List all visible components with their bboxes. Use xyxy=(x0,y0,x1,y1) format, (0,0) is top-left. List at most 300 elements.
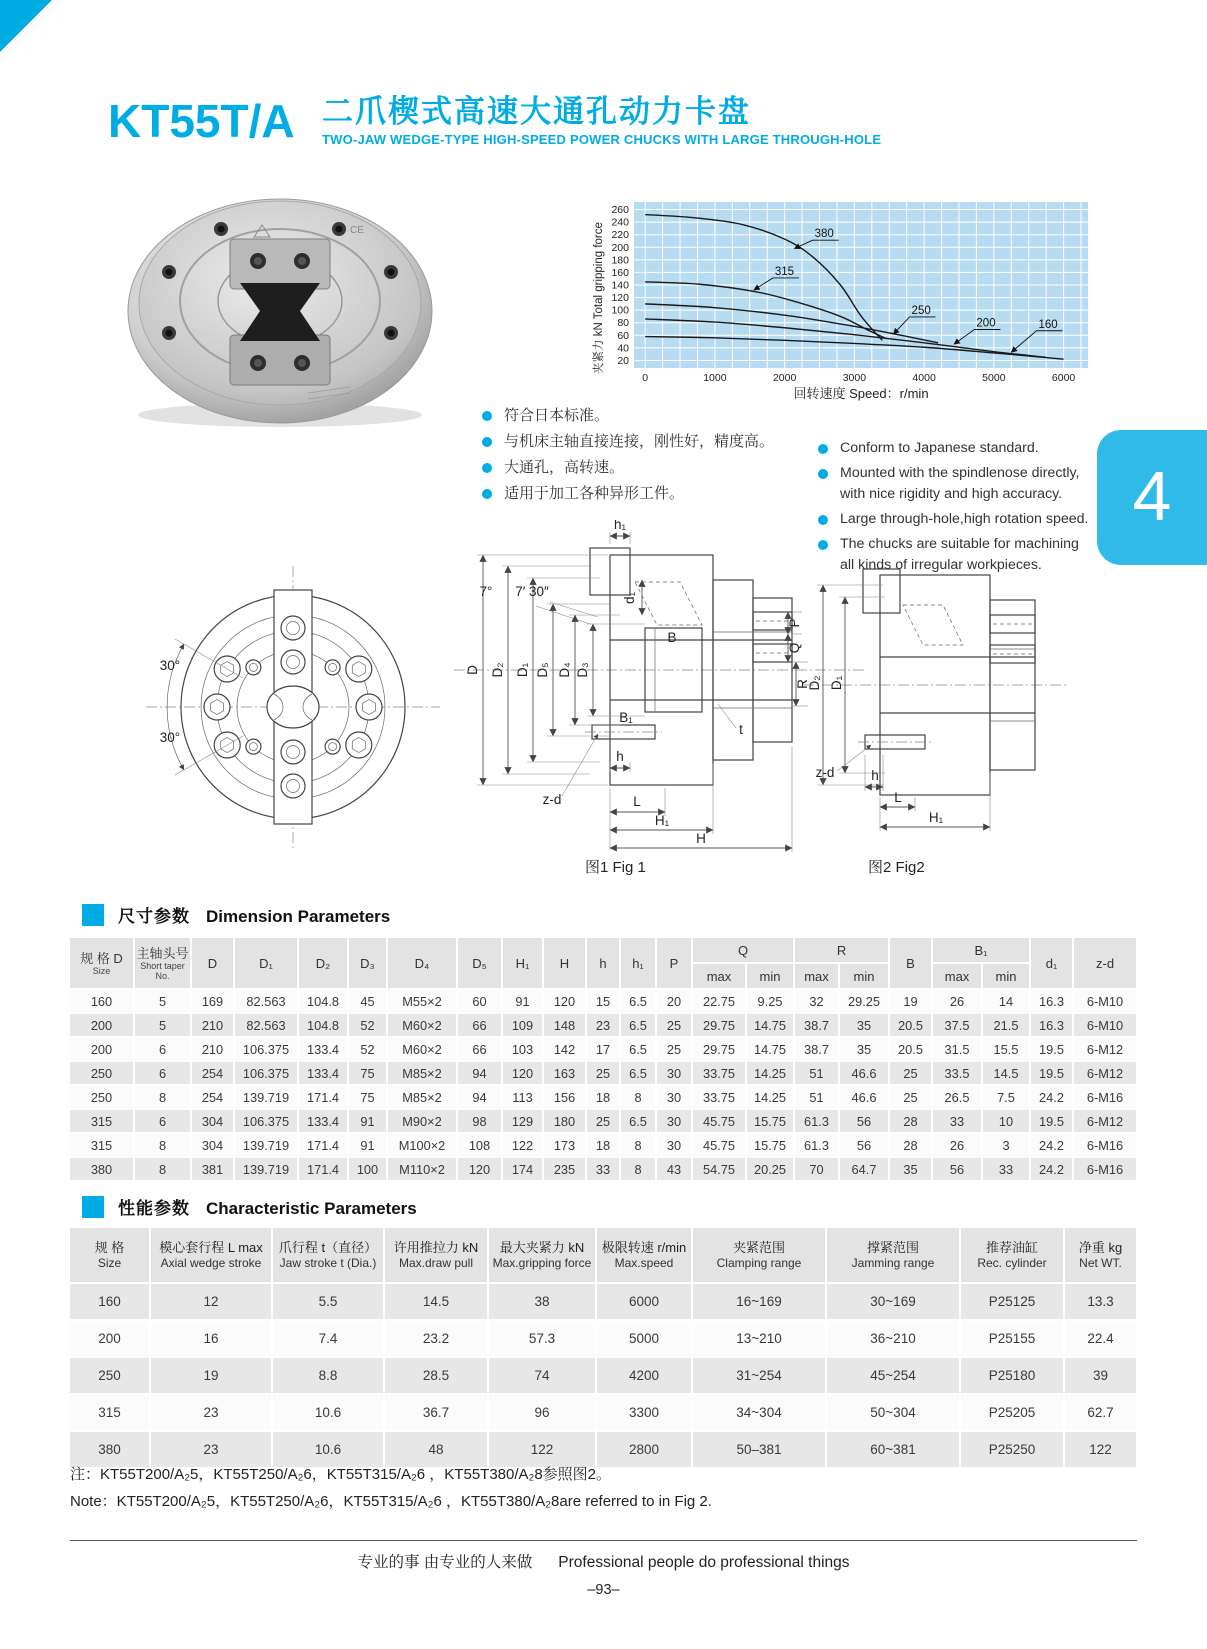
chapter-tab[interactable]: 4 xyxy=(1097,430,1207,565)
cell: 28.5 xyxy=(384,1357,488,1394)
cell: M85×2 xyxy=(387,1061,457,1085)
cell: 6.5 xyxy=(620,1061,656,1085)
dimension-label-B: B xyxy=(667,630,677,645)
header-cell: max xyxy=(794,963,839,989)
cell: M60×2 xyxy=(387,1013,457,1037)
cell: 6-M12 xyxy=(1073,1061,1137,1085)
series-label-250: 250 xyxy=(911,304,931,317)
cell: 22.75 xyxy=(692,989,746,1013)
svg-text:3000: 3000 xyxy=(842,372,867,384)
product-title-en: TWO-JAW WEDGE-TYPE HIGH-SPEED POWER CHUCKS WITH LARGE THROUGH-HOLE xyxy=(322,132,882,147)
cell: 380 xyxy=(70,1157,134,1181)
bullet-icon xyxy=(818,469,828,479)
svg-text:2000: 2000 xyxy=(772,372,797,384)
dimension-parameters-table xyxy=(70,938,1138,1182)
cell: 380 xyxy=(70,1431,150,1468)
header-cell: 规 格 D Size xyxy=(70,938,134,989)
section-title-cn: 尺寸参数 xyxy=(118,907,190,926)
svg-text:5000: 5000 xyxy=(982,372,1006,384)
dimension-label-h₁: h₁ xyxy=(613,520,627,532)
header-cell: B₁ xyxy=(932,938,1030,963)
cell: 250 xyxy=(70,1061,134,1085)
header-cell: D xyxy=(191,938,234,989)
header-cell: D₁ xyxy=(234,938,298,989)
cell: 120 xyxy=(457,1157,502,1181)
cell: 15.5 xyxy=(982,1037,1030,1061)
header-cell: 主轴头号 Short taper No. xyxy=(134,938,191,989)
cell: 20.25 xyxy=(746,1157,794,1181)
header-cell: D₃ xyxy=(348,938,387,989)
dimension-label-P: P xyxy=(787,618,802,628)
cell: P25125 xyxy=(960,1283,1064,1320)
cell: 14.75 xyxy=(746,1037,794,1061)
section-header-dimensions xyxy=(82,902,390,927)
cell: 30 xyxy=(656,1061,692,1085)
cell: 30 xyxy=(656,1109,692,1133)
cell: 32 xyxy=(794,989,839,1013)
cell: 24.2 xyxy=(1030,1085,1073,1109)
cell: 16.3 xyxy=(1030,989,1073,1013)
cell: 235 xyxy=(543,1157,586,1181)
cell: 22.4 xyxy=(1064,1320,1137,1357)
cell: 7.5 xyxy=(982,1085,1030,1109)
cell: 62.7 xyxy=(1064,1394,1137,1431)
cell: 6-M10 xyxy=(1073,989,1137,1013)
cell: M85×2 xyxy=(387,1085,457,1109)
dimension-label-d₁: d₁ xyxy=(622,591,637,605)
dimension-label-h: h xyxy=(871,768,879,783)
table-row xyxy=(70,1357,1137,1394)
cell: M60×2 xyxy=(387,1037,457,1061)
table-row xyxy=(70,989,1137,1013)
cell: 13.3 xyxy=(1064,1283,1137,1320)
cell: 304 xyxy=(191,1109,234,1133)
cell: 3 xyxy=(982,1133,1030,1157)
cell: 98 xyxy=(457,1109,502,1133)
feature-text: 与机床主轴直接连接，刚性好，精度高。 xyxy=(504,433,775,450)
cell: 96 xyxy=(488,1394,596,1431)
header-cell: 撑紧范围 Jamming range xyxy=(826,1228,960,1283)
header-cell: max xyxy=(932,963,982,989)
feature-text: Conform to Japanese standard. xyxy=(840,440,1039,456)
cell: 61.3 xyxy=(794,1133,839,1157)
cell: 139.719 xyxy=(234,1085,298,1109)
header-cell: P xyxy=(656,938,692,989)
cell: 23 xyxy=(150,1431,272,1468)
dimension-label-L: L xyxy=(894,790,902,805)
cell: 33.75 xyxy=(692,1085,746,1109)
cell: 25 xyxy=(656,1037,692,1061)
cell: 18 xyxy=(586,1133,620,1157)
cell: 139.719 xyxy=(234,1157,298,1181)
cell: 6 xyxy=(134,1037,191,1061)
cell: 6-M10 xyxy=(1073,1013,1137,1037)
cell: P25250 xyxy=(960,1431,1064,1468)
cell: 50~304 xyxy=(826,1394,960,1431)
cell: 6-M12 xyxy=(1073,1109,1137,1133)
cell: 133.4 xyxy=(298,1061,348,1085)
table-row xyxy=(70,1037,1137,1061)
cell: 5 xyxy=(134,989,191,1013)
svg-text:60: 60 xyxy=(617,329,629,342)
svg-text:0: 0 xyxy=(642,372,649,384)
dimension-label-z-d: z-d xyxy=(815,765,835,780)
cell: 38.7 xyxy=(794,1037,839,1061)
svg-text:100: 100 xyxy=(611,304,629,317)
header-cell: max xyxy=(692,963,746,989)
header-cell: d₁ xyxy=(1030,938,1073,989)
cell: 9.25 xyxy=(746,989,794,1013)
cell: 6.5 xyxy=(620,1109,656,1133)
header-cell: min xyxy=(839,963,889,989)
series-label-200: 200 xyxy=(976,317,996,330)
cell: 160 xyxy=(70,989,134,1013)
footer-slogan-cn: 专业的事 由专业的人来做 xyxy=(357,1554,533,1571)
cell: 139.719 xyxy=(234,1133,298,1157)
footer-slogan xyxy=(0,1550,1207,1572)
dimension-label-z-d: z-d xyxy=(542,792,562,807)
feature-item xyxy=(818,438,1094,459)
cell: 15.75 xyxy=(746,1109,794,1133)
cell: 8 xyxy=(620,1085,656,1109)
cell: 19 xyxy=(889,989,932,1013)
cell: 14.5 xyxy=(384,1283,488,1320)
cell: 21.5 xyxy=(982,1013,1030,1037)
cell: 10.6 xyxy=(272,1394,384,1431)
cell: 33 xyxy=(932,1109,982,1133)
bullet-icon xyxy=(818,444,828,454)
cell: 163 xyxy=(543,1061,586,1085)
cell: 66 xyxy=(457,1037,502,1061)
cell: 25 xyxy=(586,1109,620,1133)
cell: 56 xyxy=(839,1133,889,1157)
ce-mark: CE xyxy=(350,225,364,236)
dimension-label-h: h xyxy=(616,749,624,764)
cell: 45.75 xyxy=(692,1133,746,1157)
characteristic-parameters-table xyxy=(70,1228,1138,1469)
fig1-caption: 图1 Fig 1 xyxy=(585,859,646,876)
cell: 25 xyxy=(889,1085,932,1109)
dimension-label-7°: 7° xyxy=(479,584,493,599)
header-cell: 净重 kg Net WT. xyxy=(1064,1228,1137,1283)
cell: P25155 xyxy=(960,1320,1064,1357)
cell: 43 xyxy=(656,1157,692,1181)
feature-text: Mounted with the spindlenose directly, with nice rigidity and high accuracy. xyxy=(840,465,1080,502)
cell: 104.8 xyxy=(298,989,348,1013)
cell: 173 xyxy=(543,1133,586,1157)
cell: 4200 xyxy=(596,1357,692,1394)
section-header-characteristics xyxy=(82,1194,417,1219)
cell: M90×2 xyxy=(387,1109,457,1133)
svg-text:20: 20 xyxy=(617,354,629,367)
cell: 94 xyxy=(457,1085,502,1109)
cell: 33 xyxy=(586,1157,620,1181)
cell: 106.375 xyxy=(234,1037,298,1061)
dimension-label-7′ 30″: 7′ 30″ xyxy=(515,584,549,599)
cell: 5000 xyxy=(596,1320,692,1357)
dimension-label-D₄: D₄ xyxy=(557,662,572,678)
cell: 25 xyxy=(656,1013,692,1037)
svg-text:1000: 1000 xyxy=(703,372,727,384)
svg-text:160: 160 xyxy=(611,266,629,279)
dimension-label-D₅: D₅ xyxy=(535,662,550,678)
cell: 6 xyxy=(134,1061,191,1085)
page-number: –93– xyxy=(587,1582,620,1598)
bullet-icon xyxy=(482,489,492,499)
header-cell: 规 格 Size xyxy=(70,1228,150,1283)
cell: 174 xyxy=(502,1157,543,1181)
cell: 250 xyxy=(70,1085,134,1109)
cell: 106.375 xyxy=(234,1109,298,1133)
cell: 91 xyxy=(348,1109,387,1133)
cell: 10.6 xyxy=(272,1431,384,1468)
header-cell: h xyxy=(586,938,620,989)
header-cell: 许用推拉力 kN Max.draw pull xyxy=(384,1228,488,1283)
cell: 29.75 xyxy=(692,1037,746,1061)
cell: 30 xyxy=(656,1133,692,1157)
cell: 120 xyxy=(543,989,586,1013)
cell: 100 xyxy=(348,1157,387,1181)
svg-text:80: 80 xyxy=(617,317,629,330)
cell: 6000 xyxy=(596,1283,692,1320)
cell: 36.7 xyxy=(384,1394,488,1431)
cell: 381 xyxy=(191,1157,234,1181)
section-title-en: Characteristic Parameters xyxy=(206,1199,417,1218)
dimension-label-H₁: H₁ xyxy=(928,810,944,825)
dimension-label-D₁: D₁ xyxy=(829,675,844,691)
footer-slogan-en: Professional people do professional things xyxy=(558,1554,850,1571)
cell: 8 xyxy=(134,1133,191,1157)
features-list-cn xyxy=(482,405,812,509)
series-label-380: 380 xyxy=(814,228,834,241)
cell: 20.5 xyxy=(889,1013,932,1037)
feature-item xyxy=(818,463,1094,505)
front-view-drawing xyxy=(118,532,468,882)
cell: 25 xyxy=(889,1061,932,1085)
cell: 148 xyxy=(543,1013,586,1037)
dimension-label-L: L xyxy=(633,794,641,809)
table-row xyxy=(70,1394,1137,1431)
header-cell: 最大夹紧力 kN Max.gripping force xyxy=(488,1228,596,1283)
cell: 19 xyxy=(150,1357,272,1394)
cell: 6-M16 xyxy=(1073,1085,1137,1109)
cell: 54.75 xyxy=(692,1157,746,1181)
cell: 8 xyxy=(134,1085,191,1109)
cell: 37.5 xyxy=(932,1013,982,1037)
cell: 8 xyxy=(620,1157,656,1181)
dimension-label-t: t xyxy=(739,722,743,737)
y-axis-label: 夹紧力 kN Total gripping force xyxy=(593,222,605,374)
dimension-label-D: D xyxy=(465,665,480,675)
cell: 18 xyxy=(586,1085,620,1109)
cell: 6.5 xyxy=(620,1013,656,1037)
cell: 113 xyxy=(502,1085,543,1109)
dimension-label-R: R xyxy=(795,679,810,689)
cell: 180 xyxy=(543,1109,586,1133)
feature-item xyxy=(482,431,812,452)
cell: 104.8 xyxy=(298,1013,348,1037)
feature-text: 大通孔，高转速。 xyxy=(504,459,625,476)
cell: 200 xyxy=(70,1037,134,1061)
cell: 16 xyxy=(150,1320,272,1357)
gripping-force-chart xyxy=(588,182,1103,404)
svg-text:6000: 6000 xyxy=(1051,372,1076,384)
svg-text:120: 120 xyxy=(611,292,629,305)
cell: 16~169 xyxy=(692,1283,826,1320)
feature-item xyxy=(482,483,812,504)
dimension-label-B₁: B₁ xyxy=(619,710,633,725)
cell: 29.25 xyxy=(839,989,889,1013)
cell: 75 xyxy=(348,1085,387,1109)
svg-text:200: 200 xyxy=(611,241,629,254)
cell: 19.5 xyxy=(1030,1109,1073,1133)
cell: 6.5 xyxy=(620,1037,656,1061)
cell: 304 xyxy=(191,1133,234,1157)
cell: 74 xyxy=(488,1357,596,1394)
cell: 169 xyxy=(191,989,234,1013)
cell: 120 xyxy=(502,1061,543,1085)
cell: 48 xyxy=(384,1431,488,1468)
cell: 171.4 xyxy=(298,1133,348,1157)
cell: P25205 xyxy=(960,1394,1064,1431)
header-cell: 推荐油缸 Rec. cylinder xyxy=(960,1228,1064,1283)
header-cell: 夹紧范围 Clamping range xyxy=(692,1228,826,1283)
header-cell: 爪行程 t（直径） Jaw stroke t (Dia.) xyxy=(272,1228,384,1283)
cell: 160 xyxy=(70,1283,150,1320)
cell: 3300 xyxy=(596,1394,692,1431)
cell: 6 xyxy=(134,1109,191,1133)
cell: 31.5 xyxy=(932,1037,982,1061)
footer-divider xyxy=(70,1540,1137,1541)
table-row xyxy=(70,1133,1137,1157)
cell: 14 xyxy=(982,989,1030,1013)
cell: 16.3 xyxy=(1030,1013,1073,1037)
cell: 14.25 xyxy=(746,1085,794,1109)
feature-text: The chucks are suitable for machining all kinds of irregular workpieces. xyxy=(840,536,1079,573)
cell: 29.75 xyxy=(692,1013,746,1037)
cell: 315 xyxy=(70,1133,134,1157)
cell: 24.2 xyxy=(1030,1157,1073,1181)
cell: 200 xyxy=(70,1013,134,1037)
svg-text:4000: 4000 xyxy=(912,372,936,384)
dimension-label-D₃: D₃ xyxy=(575,662,590,678)
bullet-icon xyxy=(482,437,492,447)
dimension-label-30°: 30° xyxy=(159,658,181,673)
cell: 45~254 xyxy=(826,1357,960,1394)
bullet-icon xyxy=(482,411,492,421)
cell: 14.5 xyxy=(982,1061,1030,1085)
cell: M100×2 xyxy=(387,1133,457,1157)
header-cell: h₁ xyxy=(620,938,656,989)
table-row xyxy=(70,1061,1137,1085)
cell: 33.5 xyxy=(932,1061,982,1085)
cell: 14.25 xyxy=(746,1061,794,1085)
cell: 35 xyxy=(839,1037,889,1061)
cell: 56 xyxy=(839,1109,889,1133)
cell: 50–381 xyxy=(692,1431,826,1468)
feature-item xyxy=(482,405,812,426)
header-cell: z-d xyxy=(1073,938,1137,989)
cell: 33 xyxy=(982,1157,1030,1181)
table-row xyxy=(70,1085,1137,1109)
corner-decoration xyxy=(0,0,52,52)
cell: 82.563 xyxy=(234,989,298,1013)
cell: 14.75 xyxy=(746,1013,794,1037)
product-photo xyxy=(112,183,447,433)
cell: 19.5 xyxy=(1030,1037,1073,1061)
table-row xyxy=(70,1109,1137,1133)
x-axis-label: 回转速度 Speed：r/min xyxy=(793,386,929,401)
cell: 8 xyxy=(134,1157,191,1181)
cell: 142 xyxy=(543,1037,586,1061)
cell: 38.7 xyxy=(794,1013,839,1037)
header-cell: Q xyxy=(692,938,794,963)
cell: 60 xyxy=(457,989,502,1013)
cell: 254 xyxy=(191,1061,234,1085)
svg-text:140: 140 xyxy=(611,279,629,292)
note-cn: 注：KT55T200/A₂5，KT55T250/A₂6，KT55T315/A₂6 ，KT55T380/A₂8参照图2。 xyxy=(70,1466,612,1483)
section-title-en: Dimension Parameters xyxy=(206,907,391,926)
svg-text:240: 240 xyxy=(611,216,629,229)
feature-text: 符合日本标准。 xyxy=(504,407,610,424)
cell: 13~210 xyxy=(692,1320,826,1357)
table-header-row xyxy=(70,938,1137,963)
header-cell: B xyxy=(889,938,932,989)
cell: 24.2 xyxy=(1030,1133,1073,1157)
cell: 210 xyxy=(191,1013,234,1037)
dimension-label-H₁: H₁ xyxy=(654,813,670,828)
header-cell: R xyxy=(794,938,889,963)
cell: 5.5 xyxy=(272,1283,384,1320)
cell: 30 xyxy=(656,1085,692,1109)
note-en: Note：KT55T200/A₂5，KT55T250/A₂6，KT55T315/A₂6 ，KT55T380/A₂8are referred to in Fig 2. xyxy=(70,1493,712,1510)
cell: 15.75 xyxy=(746,1133,794,1157)
table-header-row xyxy=(70,1228,1137,1283)
cell: 254 xyxy=(191,1085,234,1109)
section-marker-icon xyxy=(82,1196,104,1218)
cell: 6-M16 xyxy=(1073,1133,1137,1157)
cell: 250 xyxy=(70,1357,150,1394)
cell: 5 xyxy=(134,1013,191,1037)
cell: 26.5 xyxy=(932,1085,982,1109)
cell: 210 xyxy=(191,1037,234,1061)
cell: 31~254 xyxy=(692,1357,826,1394)
cell: 94 xyxy=(457,1061,502,1085)
cell: 108 xyxy=(457,1133,502,1157)
cell: 103 xyxy=(502,1037,543,1061)
dimension-label-Q: Q xyxy=(787,642,802,654)
cell: 6-M12 xyxy=(1073,1037,1137,1061)
cell: 51 xyxy=(794,1085,839,1109)
cell: 122 xyxy=(1064,1431,1137,1468)
cell: 133.4 xyxy=(298,1109,348,1133)
cell: 57.3 xyxy=(488,1320,596,1357)
cell: 129 xyxy=(502,1109,543,1133)
header-cell: D₄ xyxy=(387,938,457,989)
product-title-cn: 二爪楔式高速大通孔动力卡盘 xyxy=(322,94,751,129)
cell: 23 xyxy=(150,1394,272,1431)
cell: 66 xyxy=(457,1013,502,1037)
table-row xyxy=(70,1320,1137,1357)
section-marker-icon xyxy=(82,904,104,926)
svg-text:220: 220 xyxy=(611,229,629,242)
cell: 61.3 xyxy=(794,1109,839,1133)
section-title-cn: 性能参数 xyxy=(118,1199,190,1218)
cell: 315 xyxy=(70,1109,134,1133)
cell: 2800 xyxy=(596,1431,692,1468)
header-cell: D₅ xyxy=(457,938,502,989)
cell: 23.2 xyxy=(384,1320,488,1357)
